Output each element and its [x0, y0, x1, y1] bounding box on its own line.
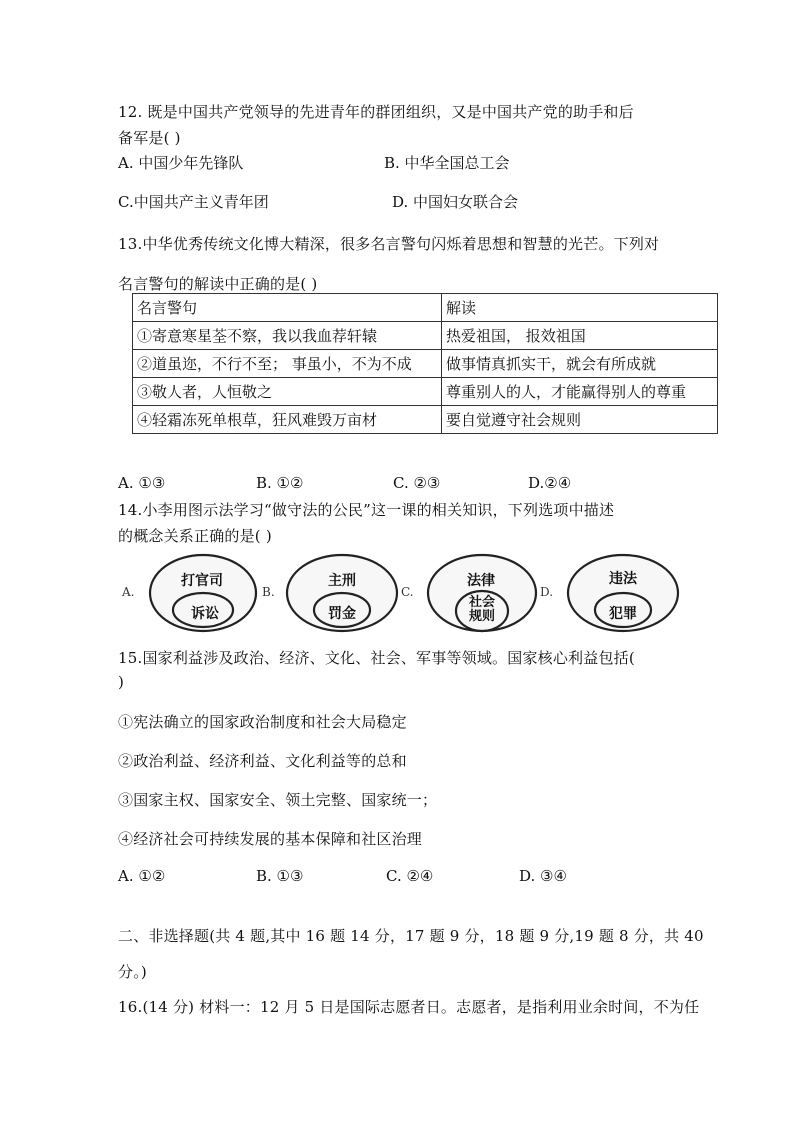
- q13-stem-line2: 名言警句的解读中正确的是( ): [118, 275, 318, 293]
- q14-diagram-row: [118, 553, 688, 635]
- q13-option-c: C. ②③: [393, 474, 441, 492]
- q13-option-a: A. ①③: [118, 474, 166, 492]
- diagram-letter-c: C.: [401, 585, 414, 599]
- table-row: [133, 378, 718, 406]
- table-row: [133, 406, 718, 434]
- section2-heading-line2: 分。): [118, 963, 147, 981]
- venn-c-inner-label: 社会规则: [468, 595, 495, 624]
- q12-option-d: D. 中国妇女联合会: [392, 193, 519, 211]
- q15-option-c: C. ②④: [386, 867, 434, 885]
- venn-c-outer-label: 法律: [467, 573, 495, 589]
- q13-option-b: B. ①②: [256, 474, 304, 492]
- table-cell: 做事情真抓实干，就会有所成就: [442, 350, 718, 378]
- table-row: [133, 322, 718, 350]
- q12-option-a: A. 中国少年先锋队: [118, 154, 244, 172]
- section2-heading-line1: 二、非选择题(共 4 题,其中 16 题 14 分，17 题 9 分，18 题 9 分,19 题 8 分，共 40: [118, 927, 704, 945]
- q15-item-1: ①宪法确立的国家政治制度和社会大局稳定: [118, 713, 407, 731]
- diagram-letter-d: D.: [540, 585, 554, 599]
- q16-line1: 16.(14 分) 材料一：12 月 5 日是国际志愿者日。志愿者，是指利用业余时间，不为任: [118, 998, 700, 1016]
- venn-b-inner-label: 罚金: [328, 606, 356, 622]
- table-row: [133, 350, 718, 378]
- table-header-row: [133, 294, 718, 322]
- q15-option-b: B. ①③: [256, 867, 304, 885]
- diagram-letter-b: B.: [262, 585, 275, 599]
- q13-option-d: D.②④: [528, 474, 572, 492]
- q13-stem-line1: 13.中华优秀传统文化博大精深，很多名言警句闪烁着思想和智慧的光芒。下列对: [118, 235, 660, 253]
- venn-d-inner-label: 犯罪: [609, 606, 637, 622]
- q15-option-d: D. ③④: [519, 867, 567, 885]
- q15-item-2: ②政治利益、经济利益、文化利益等的总和: [118, 752, 407, 770]
- table-header-cell: 名言警句: [133, 294, 442, 322]
- q12-stem-line2: 备军是( ): [118, 129, 181, 147]
- q13-table: [132, 293, 718, 434]
- table-cell: 热爱祖国， 报效祖国: [442, 322, 718, 350]
- q12-stem-line1: 12. 既是中国共产党领导的先进青年的群团组织，又是中国共产党的助手和后: [118, 103, 634, 121]
- q15-stem-line1: 15.国家利益涉及政治、经济、文化、社会、军事等领域。国家核心利益包括(: [118, 649, 635, 667]
- q12-option-b: B. 中华全国总工会: [384, 154, 510, 172]
- table-header-cell: 解读: [442, 294, 718, 322]
- table-cell: 要自觉遵守社会规则: [442, 406, 718, 434]
- venn-a-inner-label: 诉讼: [191, 606, 219, 622]
- q14-stem-line1: 14.小李用图示法学习“做守法的公民”这一课的相关知识，下列选项中描述: [118, 501, 615, 519]
- table-cell: ②道虽迩，不行不至； 事虽小，不为不成: [133, 350, 442, 378]
- table-cell: ①寄意寒星荃不察，我以我血荐轩辕: [133, 322, 442, 350]
- q15-item-4: ④经济社会可持续发展的基本保障和社区治理: [118, 830, 423, 848]
- venn-b-outer-label: 主刑: [328, 573, 356, 589]
- table-cell: ④轻霜冻死单根草，狂风难毁万亩材: [133, 406, 442, 434]
- q15-option-a: A. ①②: [118, 867, 166, 885]
- q12-option-c: C.中国共产主义青年团: [118, 193, 269, 211]
- q15-item-3: ③国家主权、国家安全、领土完整、国家统一；: [118, 791, 438, 809]
- q14-stem-line2: 的概念关系正确的是( ): [118, 527, 272, 545]
- venn-a-outer-label: 打官司: [181, 573, 223, 589]
- venn-d-outer-label: 违法: [609, 571, 637, 587]
- table-cell: ③敬人者，人恒敬之: [133, 378, 442, 406]
- q15-stem-line2: ): [118, 673, 125, 691]
- diagram-letter-a: A.: [122, 585, 135, 599]
- table-cell: 尊重别人的人，才能赢得别人的尊重: [442, 378, 718, 406]
